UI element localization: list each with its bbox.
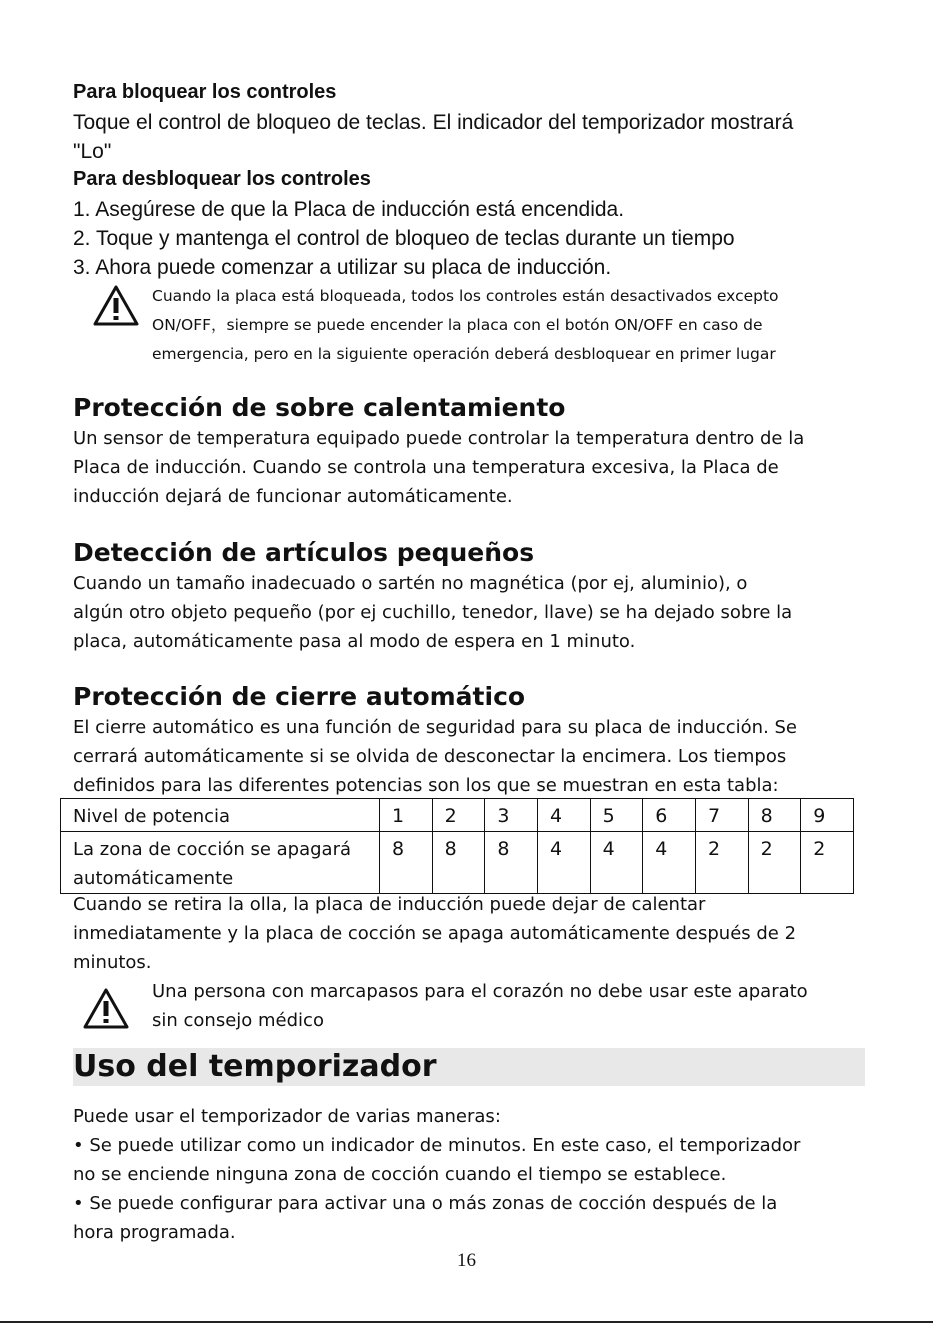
lock-controls-heading: Para bloquear los controles <box>73 81 337 103</box>
power-level-cell: 1 <box>380 799 433 832</box>
note-line: Cuando la placa está bloqueada, todos los controles están desactivados excepto <box>152 287 779 305</box>
small-items-text <box>73 569 865 656</box>
text-line: no se enciende ninguna zona de cocción cuando el tiempo se establece. <box>73 1164 727 1185</box>
power-level-cell: 6 <box>643 799 696 832</box>
unlock-steps <box>73 195 865 282</box>
auto-shutoff-text <box>73 713 865 800</box>
table-row <box>61 799 854 832</box>
text-line: Toque el control de bloqueo de teclas. El indicador del temporizador mostrará <box>73 111 794 134</box>
text-line: • Se puede utilizar como un indicador de minutos. En este caso, el temporizador <box>73 1135 801 1156</box>
lock-warning-note <box>152 282 867 369</box>
power-level-cell: 8 <box>748 799 801 832</box>
pan-removed-text <box>73 890 865 977</box>
power-level-table <box>60 798 854 894</box>
shutoff-hours-cell: 4 <box>643 832 696 894</box>
text-line: hora programada. <box>73 1222 236 1243</box>
pacemaker-warning-note <box>152 977 867 1035</box>
power-level-cell: 3 <box>485 799 538 832</box>
note-line: emergencia, pero en la siguiente operación deberá desbloquear en primer lugar <box>152 345 776 363</box>
table-row-label: La zona de cocción se apagará automáticamente <box>61 832 380 894</box>
shutoff-hours-cell: 2 <box>801 832 854 894</box>
power-level-cell: 5 <box>590 799 643 832</box>
overheat-heading: Protección de sobre calentamiento <box>73 393 566 422</box>
page-bottom-rule <box>0 1321 933 1323</box>
unlock-step: 3. Ahora puede comenzar a utilizar su placa de inducción. <box>73 256 612 279</box>
timer-heading-bar <box>73 1048 865 1086</box>
table-row <box>61 832 854 894</box>
note-line: sin consejo médico <box>152 1010 324 1031</box>
table-row-label: Nivel de potencia <box>61 799 380 832</box>
text-line: minutos. <box>73 952 152 973</box>
shutoff-hours-cell: 2 <box>695 832 748 894</box>
note-line: ON/OFF，siempre se puede encender la placa con el botón ON/OFF en caso de <box>152 316 763 334</box>
auto-shutoff-heading: Protección de cierre automático <box>73 682 526 711</box>
power-level-cell: 9 <box>801 799 854 832</box>
text-line: placa, automáticamente pasa al modo de espera en 1 minuto. <box>73 631 636 652</box>
shutoff-hours-cell: 8 <box>432 832 485 894</box>
shutoff-hours-cell: 4 <box>590 832 643 894</box>
unlock-controls-heading: Para desbloquear los controles <box>73 168 371 190</box>
text-line: inducción dejará de funcionar automáticamente. <box>73 486 513 507</box>
text-line: Cuando un tamaño inadecuado o sartén no magnética (por ej, aluminio), o <box>73 573 748 594</box>
text-line: Un sensor de temperatura equipado puede controlar la temperatura dentro de la <box>73 428 805 449</box>
power-level-cell: 4 <box>537 799 590 832</box>
shutoff-hours-cell: 2 <box>748 832 801 894</box>
lock-controls-text <box>73 108 865 166</box>
unlock-step: 1. Asegúrese de que la Placa de inducción está encendida. <box>73 198 625 221</box>
text-line: Puede usar el temporizador de varias maneras: <box>73 1106 501 1127</box>
text-line: • Se puede configurar para activar una o más zonas de cocción después de la <box>73 1193 778 1214</box>
page-number: 16 <box>457 1250 476 1271</box>
shutoff-hours-cell: 8 <box>380 832 433 894</box>
text-line: cerrará automáticamente si se olvida de desconectar la encimera. Los tiempos <box>73 746 787 767</box>
shutoff-hours-cell: 8 <box>485 832 538 894</box>
overheat-text <box>73 424 865 511</box>
small-items-heading: Detección de artículos pequeños <box>73 538 535 567</box>
text-line: inmediatamente y la placa de cocción se apaga automáticamente después de 2 <box>73 923 797 944</box>
text-line: definidos para las diferentes potencias son los que se muestran en esta tabla: <box>73 775 779 796</box>
text-line: algún otro objeto pequeño (por ej cuchillo, tenedor, llave) se ha dejado sobre la <box>73 602 793 623</box>
text-line: Placa de inducción. Cuando se controla una temperatura excesiva, la Placa de <box>73 457 779 478</box>
timer-heading: Uso del temporizador <box>73 1049 437 1084</box>
shutoff-hours-cell: 4 <box>537 832 590 894</box>
note-line: Una persona con marcapasos para el corazón no debe usar este aparato <box>152 981 808 1002</box>
warning-triangle-icon <box>92 284 140 328</box>
unlock-step: 2. Toque y mantenga el control de bloqueo de teclas durante un tiempo <box>73 227 735 250</box>
text-line: El cierre automático es una función de seguridad para su placa de inducción. Se <box>73 717 798 738</box>
power-level-cell: 7 <box>695 799 748 832</box>
power-level-cell: 2 <box>432 799 485 832</box>
text-line: "Lo" <box>73 140 112 163</box>
warning-triangle-icon <box>82 987 130 1031</box>
text-line: Cuando se retira la olla, la placa de inducción puede dejar de calentar <box>73 894 706 915</box>
timer-text <box>73 1102 865 1247</box>
